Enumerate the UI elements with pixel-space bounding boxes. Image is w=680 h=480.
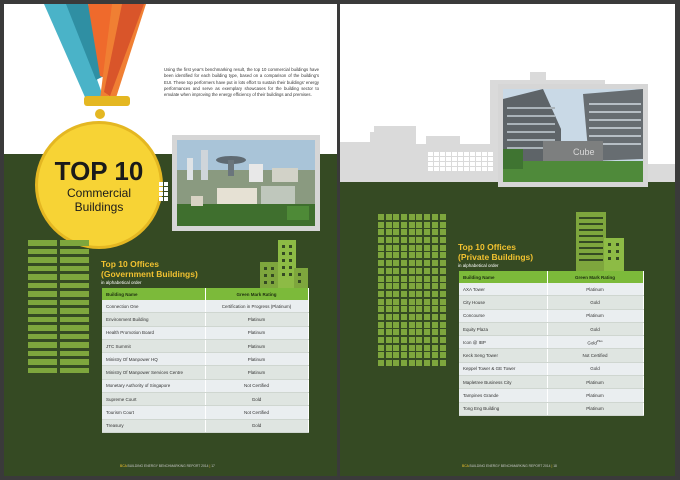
- table-row: [102, 326, 308, 339]
- rating-cell: Certification in Progress (Platinum): [205, 300, 308, 313]
- building-name-cell: Treasury: [102, 419, 205, 432]
- section-title-line1: Top 10 Offices: [101, 259, 159, 269]
- badge-subtitle-line1: Commercial: [66, 186, 131, 200]
- rating-cell: Gold: [205, 419, 308, 432]
- header-building-name: Building Name: [459, 271, 547, 283]
- rating-cell: Gold: [205, 393, 308, 406]
- table-row: [102, 313, 308, 326]
- table-row: [102, 339, 308, 352]
- section-title-left: [101, 260, 198, 279]
- table-row: [459, 402, 643, 415]
- rating-value: Platinum: [586, 379, 604, 385]
- header-green-mark-rating: Green Mark Rating: [547, 271, 643, 283]
- section-subtitle-left: in alphabetical order: [101, 280, 142, 285]
- government-buildings-table: [102, 288, 309, 433]
- building-name-cell: City House: [459, 296, 547, 309]
- building-name-cell: Ministry Of Manpower HQ: [102, 353, 205, 366]
- building-name-cell: Keck Seng Tower: [459, 349, 547, 362]
- green-building-pattern-right: [378, 214, 446, 366]
- table-row: [459, 389, 643, 402]
- building-name-cell: Connection One: [102, 300, 205, 313]
- rating-cell: Platinum: [205, 366, 308, 379]
- badge-subtitle-line2: Buildings: [74, 200, 124, 214]
- building-name-cell: Tong Eng Building: [459, 402, 547, 415]
- building-icon-left: [260, 240, 308, 292]
- building-name-cell: Supreme Court: [102, 393, 205, 406]
- section-title-right: [458, 243, 533, 262]
- page-number: 18: [553, 464, 557, 468]
- rating-value: Platinum: [586, 393, 604, 399]
- private-buildings-table: [459, 271, 644, 416]
- section-subtitle-right: in alphabetical order: [458, 263, 499, 268]
- section-title-line2: (Private Buildings): [458, 251, 534, 262]
- right-footer: BCA BUILDING ENERGY BENCHMARKING REPORT 2014 | 18: [462, 464, 557, 468]
- page-number: 17: [211, 464, 215, 468]
- rating-value: Gold: [590, 299, 600, 305]
- rating-cell: [547, 283, 643, 296]
- footer-tag: BCA: [120, 464, 127, 468]
- right-page: [340, 4, 675, 476]
- building-name-cell: Tourism Court: [102, 406, 205, 419]
- table-row: [459, 362, 643, 375]
- rating-cell: Platinum: [205, 353, 308, 366]
- building-name-cell: Icon @ IBP: [459, 336, 547, 349]
- rating-value: Gold: [587, 340, 597, 346]
- left-footer: BCA BUILDING ENERGY BENCHMARKING REPORT 2014 | 17: [120, 464, 215, 468]
- rating-cell: [547, 389, 643, 402]
- table-row: [459, 349, 643, 362]
- table-header-row: [102, 288, 308, 300]
- footer-tag: BCA: [462, 464, 469, 468]
- rating-cell: [547, 402, 643, 415]
- table-row: [102, 406, 308, 419]
- section-title-line2: (Government Buildings): [101, 268, 198, 279]
- white-block-pattern-right: [428, 152, 493, 171]
- rating-value: Platinum: [586, 286, 604, 292]
- rating-cell: [547, 336, 643, 349]
- building-icon-right: [576, 212, 624, 272]
- building-name-cell: Ministry Of Manpower Services Centre: [102, 366, 205, 379]
- table-row: [102, 353, 308, 366]
- rating-cell: [547, 296, 643, 309]
- rating-superscript: Plus: [596, 339, 603, 344]
- building-name-cell: AXA Tower: [459, 283, 547, 296]
- green-building-pattern-left: [28, 240, 89, 373]
- building-name-cell: Equity Plaza: [459, 322, 547, 335]
- rating-cell: Not Certified: [205, 406, 308, 419]
- building-name-cell: Tampines Grande: [459, 389, 547, 402]
- city-aerial-photo: [172, 135, 320, 231]
- building-name-cell: Environment Building: [102, 313, 205, 326]
- table-row: [459, 283, 643, 296]
- footer-report-title: BUILDING ENERGY BENCHMARKING REPORT 2014: [469, 464, 551, 468]
- rating-value: Gold: [590, 366, 600, 372]
- rating-value: Platinum: [586, 313, 604, 319]
- building-name-cell: Concourse: [459, 309, 547, 322]
- building-name-cell: Monetary Authority of Singapore: [102, 379, 205, 392]
- intro-paragraph: Using the first year's benchmarking result, the top 10 commercial buildings have been identified for each building type, based on a comparison of the building's EUI. These top performers have put in lots effort to sustain their buildings' energy performances and serve as exemplary showcases for the building sector to emulate when improving the energy efficiency of their buildings and premises.: [164, 67, 319, 98]
- city-photo-image: [177, 140, 315, 226]
- office-photo-image: [503, 89, 643, 182]
- rating-cell: [547, 349, 643, 362]
- rating-cell: Platinum: [205, 326, 308, 339]
- rating-value: Gold: [590, 326, 600, 332]
- table-row: [459, 309, 643, 322]
- rating-cell: Platinum: [205, 339, 308, 352]
- section-title-line1: Top 10 Offices: [458, 242, 516, 252]
- footer-report-title: BUILDING ENERGY BENCHMARKING REPORT 2014: [127, 464, 209, 468]
- table-row: [102, 379, 308, 392]
- white-block-pattern-left: [159, 182, 168, 201]
- building-name-cell: Mapletree Business City: [459, 376, 547, 389]
- building-name-cell: Keppel Tower & GE Tower: [459, 362, 547, 375]
- rating-cell: Platinum: [205, 313, 308, 326]
- header-building-name: Building Name: [102, 288, 205, 300]
- badge-title: TOP 10: [54, 156, 144, 186]
- badge-subtitle: [35, 186, 163, 214]
- rating-cell: [547, 362, 643, 375]
- table-row: [102, 419, 308, 432]
- rating-cell: [547, 309, 643, 322]
- header-green-mark-rating: Green Mark Rating: [205, 288, 308, 300]
- table-row: [459, 376, 643, 389]
- table-header-row: [459, 271, 643, 283]
- rating-cell: Not Certified: [205, 379, 308, 392]
- building-name-cell: Health Promotion Board: [102, 326, 205, 339]
- cube-sign-text: Cube: [573, 147, 595, 157]
- table-row: [459, 296, 643, 309]
- table-row: [102, 300, 308, 313]
- left-page: [4, 4, 337, 476]
- table-row: [102, 393, 308, 406]
- building-name-cell: JTC Summit: [102, 339, 205, 352]
- rating-cell: [547, 376, 643, 389]
- table-row: [459, 336, 643, 349]
- office-building-photo: [498, 84, 648, 187]
- rating-value: Not Certified: [582, 353, 608, 359]
- table-row: [102, 366, 308, 379]
- table-row: [459, 322, 643, 335]
- rating-value: Platinum: [586, 406, 604, 412]
- rating-cell: [547, 322, 643, 335]
